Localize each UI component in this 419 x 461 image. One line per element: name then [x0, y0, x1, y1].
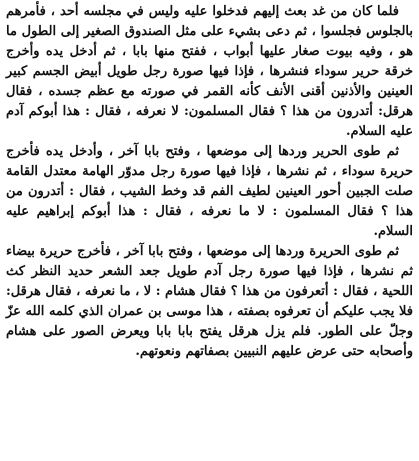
paragraph-musa: ثم طوى الحريرة وردها إلى موضعها ، وفتح بابا آخر ، فأخرج حريرة بيضاء ثم نشرها ، فإذا فيها صورة رجل آدم طويل جعد الشعر حديد النظر كث اللحية ، فقال : أتعرفون من هذا ؟ فقال هشام : لا ، ما نعرفه ، فقال هرقل: فلا يجب عليكم أن تعرفوه بصفته ، هذا موسى بن عمران الذي كلمه الله عزّ وجلّ على الطور. فلم يزل هرقل يفتح بابا بابا ويعرض الصور على هشام وأصحابه حتى عرض عليهم النبيين بصفاتهم ونعوتهم.: [5, 244, 413, 359]
paragraph-ibrahim: ثم طوى الحرير وردها إلى موضعها ، وفتح بابا آخر ، وأدخل يده فأخرج حريرة سوداء ، ثم نشرها ، فإذا فيها صورة رجل مدوّر الهامة معتدل القامة صلت الجبين أحور العينين لطيف الفم قد وخط الشيب ، فقال : أتدرون من هذا ؟ فقال المسلمون : لا ما نعرفه ، فقال : هذا أبوكم إبراهيم عليه السلام.: [6, 144, 413, 239]
body-text: [6, 2, 413, 362]
paragraph-adam: فلما كان من غد بعث إليهم فدخلوا عليه وليس في مجلسه أحد ، فأمرهم بالجلوس فجلسوا ، ثم دعى بشيء على مثل الصندوق الصغير إلى الطول ما هو ، وفيه بيوت صغار عليها أبواب ، ففتح منها بابا ، ثم أدخل يده وأخرج خرقة حرير سوداء فنشرها ، فإذا فيها صورة رجل طويل أبيض الجسم كبير العينين والأذنين أقنى الأنف كأنه القمر في صورته مع عظم جسده ، فقال هرقل: أتدرون من هذا ؟ فقال المسلمون: لا نعرفه ، فقال : هذا أبوكم آدم عليه السلام.: [6, 4, 413, 139]
